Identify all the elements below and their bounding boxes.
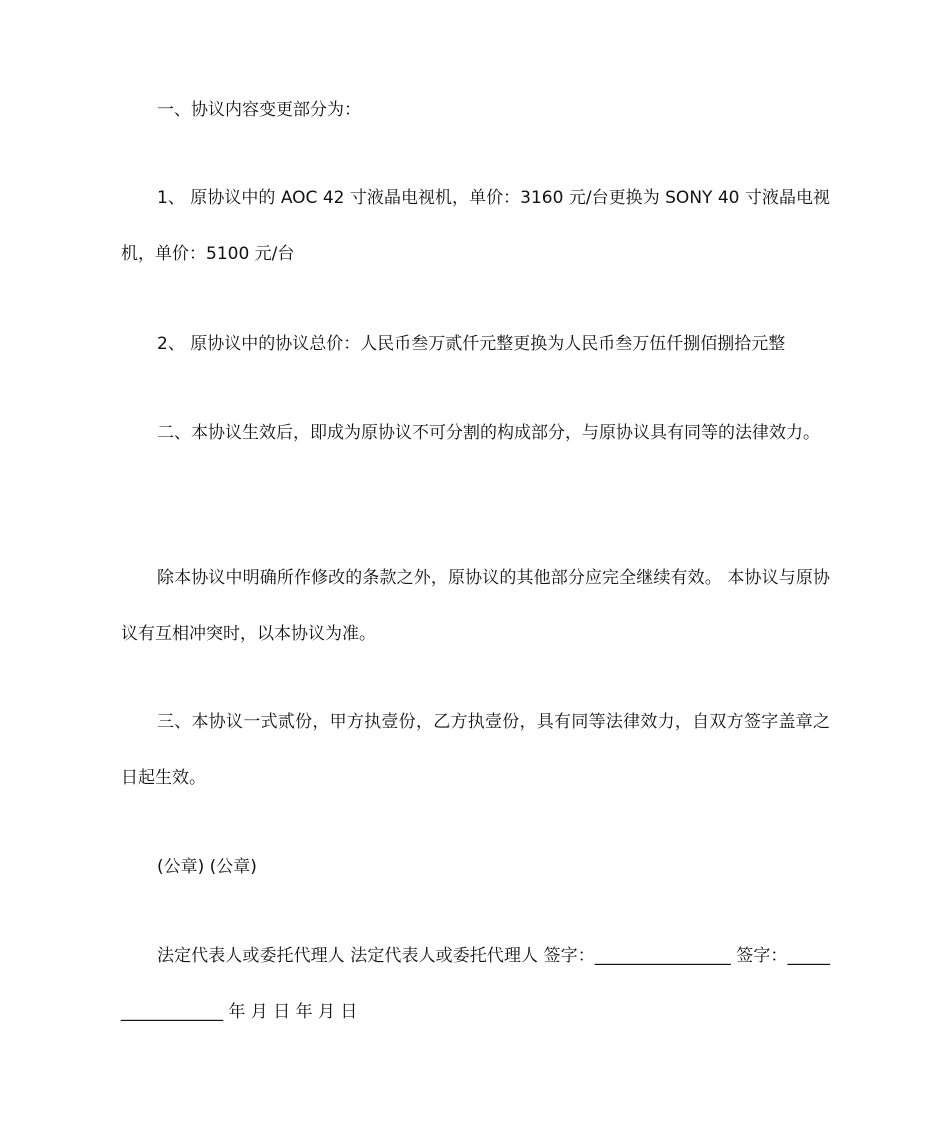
section-three-clause: 三、本协议一式贰份，甲方执壹份，乙方执壹份，具有同等法律效力，自双方签字盖章之日起生效。: [121, 712, 830, 788]
section-two-clause: 二、本协议生效后，即成为原协议不可分割的构成部分，与原协议具有同等的法律效力。: [157, 423, 820, 443]
change-item-1: 1、 原协议中的 AOC 42 寸液晶电视机，单价：3160 元/台更换为 SONY 40 寸液晶电视机，单价：5100 元/台: [121, 188, 830, 264]
signature-block: 法定代表人或委托代理人 法定代表人或委托代理人 签字：________________ 签字：_________________ 年 月 日 年 月 日: [121, 946, 830, 1022]
section-one-heading: 一、协议内容变更部分为：: [157, 100, 361, 120]
official-seal-line: (公章) (公章): [157, 857, 257, 877]
change-item-2: 2、 原协议中的协议总价：人民币叁万贰仟元整更换为人民币叁万伍仟捌佰捌拾元整: [157, 334, 786, 354]
remaining-terms-clause: 除本协议中明确所作修改的条款之外，原协议的其他部分应完全继续有效。 本协议与原协议有互相冲突时，以本协议为准。: [121, 568, 830, 644]
document-page: [121, 0, 830, 1129]
